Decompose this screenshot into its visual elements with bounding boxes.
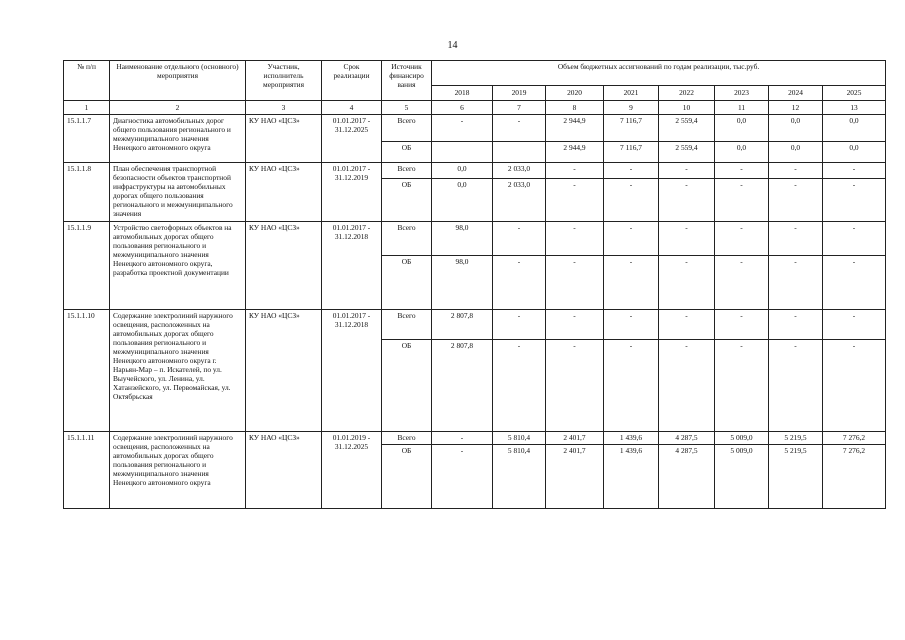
row-value: 2 807,8 [432, 340, 493, 432]
row-value: 0,0 [769, 115, 823, 142]
row-num: 15.1.1.10 [64, 310, 110, 432]
row-value: - [823, 163, 886, 179]
column-number: 4 [322, 101, 382, 115]
row-num: 15.1.1.8 [64, 163, 110, 222]
header-term: Срок реализации [322, 61, 382, 101]
row-participant: КУ НАО «ЦСЗ» [246, 310, 322, 432]
row-value: - [432, 115, 493, 142]
row-value: - [493, 340, 546, 432]
row-value: - [659, 256, 715, 310]
row-value: 2 033,0 [493, 163, 546, 179]
row-value: - [604, 179, 659, 222]
row-value: - [659, 340, 715, 432]
page-number: 14 [447, 40, 458, 51]
row-value: - [546, 310, 604, 340]
row-value: 98,0 [432, 256, 493, 310]
row-value: 2 944,9 [546, 115, 604, 142]
row-value: 4 287,5 [659, 432, 715, 445]
row-source: ОБ [382, 340, 432, 432]
row-value: - [604, 163, 659, 179]
row-name: Устройство светофорных объектов на автомобильных дорогах общего пользования регионального и межмуниципального значения Ненецкого автономного округа, разработка проектной документации [110, 222, 246, 310]
row-participant: КУ НАО «ЦСЗ» [246, 222, 322, 310]
row-source: Всего [382, 115, 432, 142]
row-num: 15.1.1.9 [64, 222, 110, 310]
column-number: 7 [493, 101, 546, 115]
row-value: 2 807,8 [432, 310, 493, 340]
row-value: 0,0 [823, 142, 886, 163]
row-value [493, 142, 546, 163]
year-header: 2021 [604, 86, 659, 101]
row-value: - [493, 222, 546, 256]
row-value: 0,0 [432, 163, 493, 179]
table-row [64, 222, 886, 256]
table-row [64, 432, 886, 445]
row-value: - [493, 256, 546, 310]
row-value: 2 559,4 [659, 142, 715, 163]
row-participant: КУ НАО «ЦСЗ» [246, 163, 322, 222]
row-value: - [659, 222, 715, 256]
row-value: - [715, 256, 769, 310]
row-value: 7 276,2 [823, 432, 886, 445]
row-value: - [432, 445, 493, 509]
row-name: Диагностика автомобильных дорог общего пользования регионального и межмуниципального значения Ненецкого автономного округа [110, 115, 246, 163]
row-value: 5 009,0 [715, 432, 769, 445]
year-header: 2018 [432, 86, 493, 101]
row-value: - [493, 310, 546, 340]
year-header: 2025 [823, 86, 886, 101]
header-num: № п/п [64, 61, 110, 101]
row-value: - [715, 340, 769, 432]
row-term: 01.01.2017 - 31.12.2018 [322, 310, 382, 432]
row-value: 5 219,5 [769, 445, 823, 509]
row-num: 15.1.1.11 [64, 432, 110, 509]
row-value: 2 033,0 [493, 179, 546, 222]
row-value: 5 810,4 [493, 432, 546, 445]
row-num: 15.1.1.7 [64, 115, 110, 163]
row-source: ОБ [382, 142, 432, 163]
row-value: - [715, 179, 769, 222]
row-value: - [604, 310, 659, 340]
row-value: 0,0 [769, 142, 823, 163]
column-number: 10 [659, 101, 715, 115]
row-value: - [546, 256, 604, 310]
row-value: 5 810,4 [493, 445, 546, 509]
header-volume: Объем бюджетных ассигнований по годам реализации, тыс.руб. [432, 61, 886, 86]
row-value: - [823, 340, 886, 432]
year-header: 2019 [493, 86, 546, 101]
row-value: 2 401,7 [546, 432, 604, 445]
year-header: 2020 [546, 86, 604, 101]
row-value: - [823, 256, 886, 310]
row-source: Всего [382, 432, 432, 445]
row-value: - [493, 115, 546, 142]
row-value: - [823, 310, 886, 340]
row-value: - [432, 432, 493, 445]
year-header: 2023 [715, 86, 769, 101]
row-name: План обеспечения транспортной безопасности объектов транспортной инфраструктуры на автомобильных дорогах общего пользования регионального и межмуниципального значения [110, 163, 246, 222]
column-number: 3 [246, 101, 322, 115]
row-term: 01.01.2017 - 31.12.2025 [322, 115, 382, 163]
row-value: 2 401,7 [546, 445, 604, 509]
header-source: Источник финансиро вания [382, 61, 432, 101]
row-value: - [659, 310, 715, 340]
row-value: - [715, 222, 769, 256]
column-number: 9 [604, 101, 659, 115]
row-name: Содержание электролиний наружного освещения, расположенных на автомобильных дорогах общего пользования регионального и межмуниципального значения Ненецкого автономного округа [110, 432, 246, 509]
column-number-row [64, 101, 886, 115]
row-value: 98,0 [432, 222, 493, 256]
row-value: - [823, 179, 886, 222]
row-value: 1 439,6 [604, 432, 659, 445]
row-term: 01.01.2017 - 31.12.2018 [322, 222, 382, 310]
row-value [432, 142, 493, 163]
row-term: 01.01.2017 - 31.12.2019 [322, 163, 382, 222]
row-value: 7 116,7 [604, 115, 659, 142]
row-source: ОБ [382, 179, 432, 222]
row-source: Всего [382, 222, 432, 256]
row-value: - [546, 179, 604, 222]
header-participant: Участник, исполнитель мероприятия [246, 61, 322, 101]
row-value: - [769, 222, 823, 256]
table-row [64, 115, 886, 142]
row-value: - [546, 163, 604, 179]
row-value: 2 559,4 [659, 115, 715, 142]
row-participant: КУ НАО «ЦСЗ» [246, 115, 322, 163]
row-value: - [659, 163, 715, 179]
row-value: - [769, 340, 823, 432]
row-value: 5 219,5 [769, 432, 823, 445]
column-number: 2 [110, 101, 246, 115]
row-value: - [769, 163, 823, 179]
row-value: - [769, 256, 823, 310]
row-value: 5 009,0 [715, 445, 769, 509]
row-value: 2 944,9 [546, 142, 604, 163]
year-header: 2022 [659, 86, 715, 101]
year-header: 2024 [769, 86, 823, 101]
row-value: 0,0 [432, 179, 493, 222]
row-value: - [546, 340, 604, 432]
column-number: 8 [546, 101, 604, 115]
row-value: 0,0 [715, 142, 769, 163]
row-value: 1 439,6 [604, 445, 659, 509]
table-row [64, 310, 886, 340]
row-source: Всего [382, 163, 432, 179]
row-value: - [604, 256, 659, 310]
column-number: 5 [382, 101, 432, 115]
row-participant: КУ НАО «ЦСЗ» [246, 432, 322, 509]
row-value: 7 116,7 [604, 142, 659, 163]
row-value: - [604, 340, 659, 432]
header-name: Наименование отдельного (основного) мероприятия [110, 61, 246, 101]
row-source: ОБ [382, 445, 432, 509]
row-value: 0,0 [715, 115, 769, 142]
row-value: - [546, 222, 604, 256]
column-number: 12 [769, 101, 823, 115]
row-name: Содержание электролиний наружного освещения, расположенных на автомобильных дорогах общего пользования регионального и межмуниципального значения Ненецкого автономного округа г. Нарьян-Мар – п. Искателей, по ул. Выучейского, ул. Ленина, ул. Хатанзейского, ул. Первомайская, ул. Октябрьская [110, 310, 246, 432]
row-source: Всего [382, 310, 432, 340]
row-value: 0,0 [823, 115, 886, 142]
row-value: - [823, 222, 886, 256]
column-number: 1 [64, 101, 110, 115]
column-number: 6 [432, 101, 493, 115]
row-value: - [715, 310, 769, 340]
column-number: 11 [715, 101, 769, 115]
table-row [64, 163, 886, 179]
row-value: - [715, 163, 769, 179]
row-value: - [769, 310, 823, 340]
row-value: - [659, 179, 715, 222]
row-value: - [769, 179, 823, 222]
row-value: 4 287,5 [659, 445, 715, 509]
row-term: 01.01.2019 - 31.12.2025 [322, 432, 382, 509]
row-value: 7 276,2 [823, 445, 886, 509]
row-source: ОБ [382, 256, 432, 310]
row-value: - [604, 222, 659, 256]
column-number: 13 [823, 101, 886, 115]
budget-table [63, 60, 886, 509]
